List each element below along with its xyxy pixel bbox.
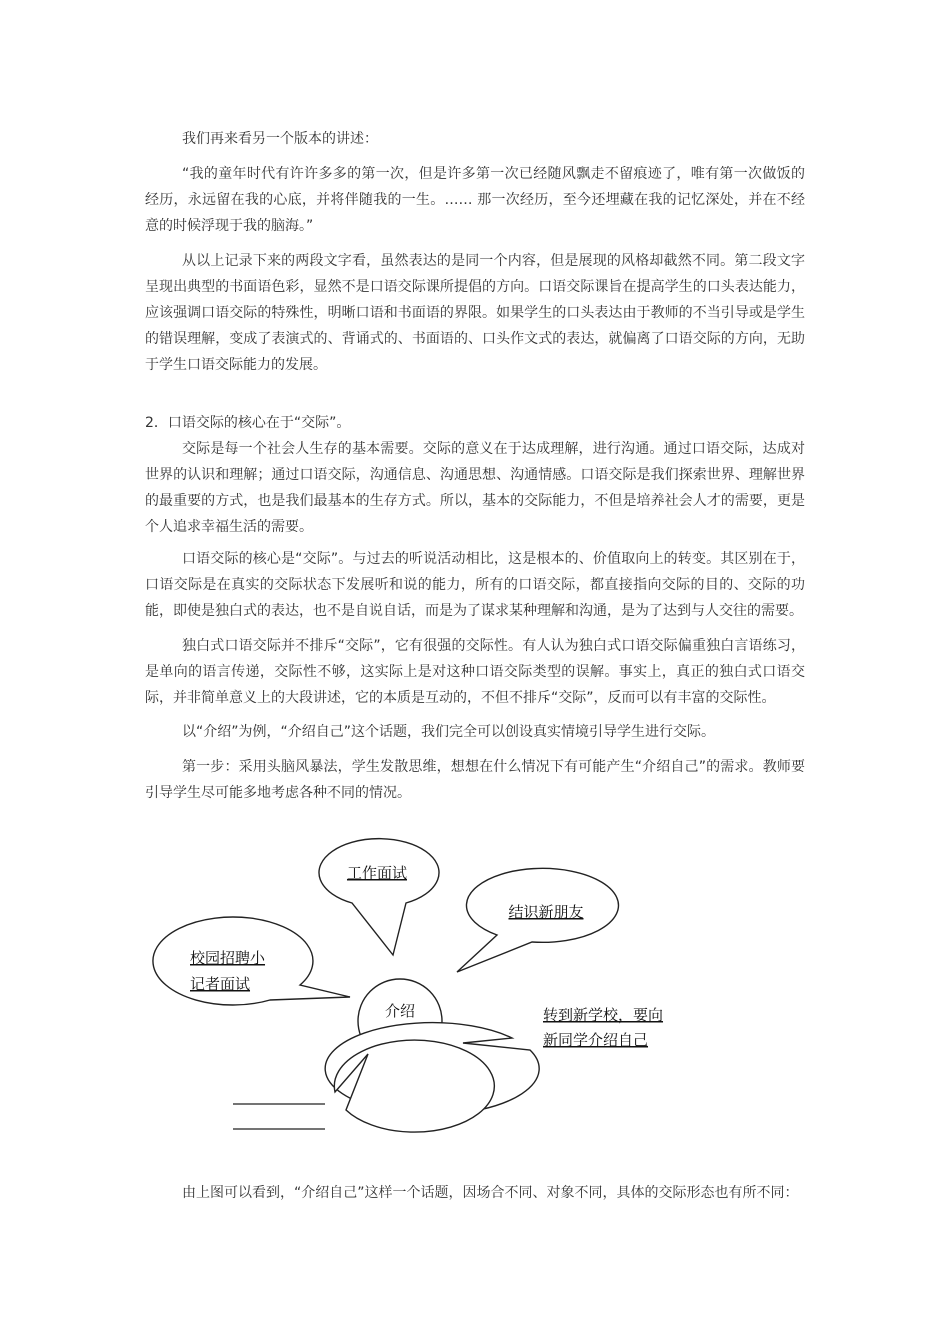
conclusion-paragraph: 由上图可以看到，“介绍自己”这样一个话题，因场合不同、对象不同，具体的交际形态也有所不同： bbox=[182, 1185, 799, 1201]
quote-paragraph: “我的童年时代有许许多多的第一次，但是许多第一次已经随风飘走不留痕迹了，唯有第一次做饭的经历，永远留在我的心底，并将伴随我的一生。…… 那一次经历，至今还埋藏在我的记忆深处，并在不经意的时候浮现于我的脑海。” bbox=[145, 166, 805, 234]
center-label-line1: 介绍 bbox=[384, 1002, 416, 1020]
step-one-paragraph: 第一步：采用头脑风暴法，学生发散思维，想想在什么情况下有可能产生“介绍自己”的需求。教师要引导学生尽可能多地考虑各种不同的情况。 bbox=[145, 759, 805, 801]
communication-paragraph: 交际是每一个社会人生存的基本需要。交际的意义在于达成理解，进行沟通。通过口语交际，达成对世界的认识和理解；通过口语交际，沟通信息、沟通思想、沟通情感。口语交际是我们探索世界、理解世界的最重要的方式，也是我们最基本的生存方式。所以，基本的交际能力，不但是培养社会人才的需要，更是个人追求幸福生活的需要。 bbox=[145, 441, 805, 535]
bubble-job-interview bbox=[319, 839, 439, 955]
bubble-campus-line2: 记者面试 bbox=[190, 975, 251, 993]
analysis-paragraph: 从以上记录下来的两段文字看，虽然表达的是同一个内容，但是展现的风格却截然不同。第二段文字呈现出典型的书面语色彩，显然不是口语交际课所提倡的方向。口语交际课旨在提高学生的口头表达能力，应该强调口语交际的特殊性，明晰口语和书面语的界限。如果学生的口头表达由于教师的不当引导或是学生的错误理解，变成了表演式的、背诵式的、书面语的、口头作文式的表达，就偏离了口语交际的方向，无助于学生口语交际能力的发展。 bbox=[145, 253, 805, 373]
example-paragraph: 以“介绍”为例，“介绍自己”这个话题，我们完全可以创设真实情境引导学生进行交际。 bbox=[182, 724, 716, 740]
bubble-new-school-line1: 转到新学校，要向 bbox=[543, 1006, 664, 1024]
bubble-new-school-line2: 新同学介绍自己 bbox=[543, 1031, 649, 1049]
monologue-paragraph: 独白式口语交际并不排斥“交际”，它有很强的交际性。有人认为独白式口语交际偏重独白言语练习，是单向的语言传递，交际性不够，这实际上是对这种口语交际类型的误解。事实上，真正的独白式口语交际，并非简单意义上的大段讲述，它的本质是互动的，不但不排斥“交际”，反而可以有丰富的交际性。 bbox=[145, 638, 805, 706]
bubble-job-interview-label: 工作面试 bbox=[346, 864, 408, 882]
intro-text: 我们再来看另一个版本的讲述： bbox=[182, 131, 378, 147]
bubble-campus-line1: 校园招聘小 bbox=[190, 949, 266, 967]
bubble-blank bbox=[334, 1040, 494, 1132]
bubble-new-friends-label: 结识新朋友 bbox=[508, 903, 584, 921]
core-paragraph: 口语交际的核心是“交际”。与过去的听说活动相比，这是根本的、价值取向上的转变。其区别在于，口语交际是在真实的交际状态下发展听和说的能力，所有的口语交际，都直接指向交际的目的、交际的功能，即使是独白式的表达，也不是自说自话，而是为了谋求某种理解和沟通，是为了达到与人交往的需要。 bbox=[145, 551, 805, 619]
section-heading: 2．口语交际的核心在于“交际”。 bbox=[145, 415, 351, 431]
